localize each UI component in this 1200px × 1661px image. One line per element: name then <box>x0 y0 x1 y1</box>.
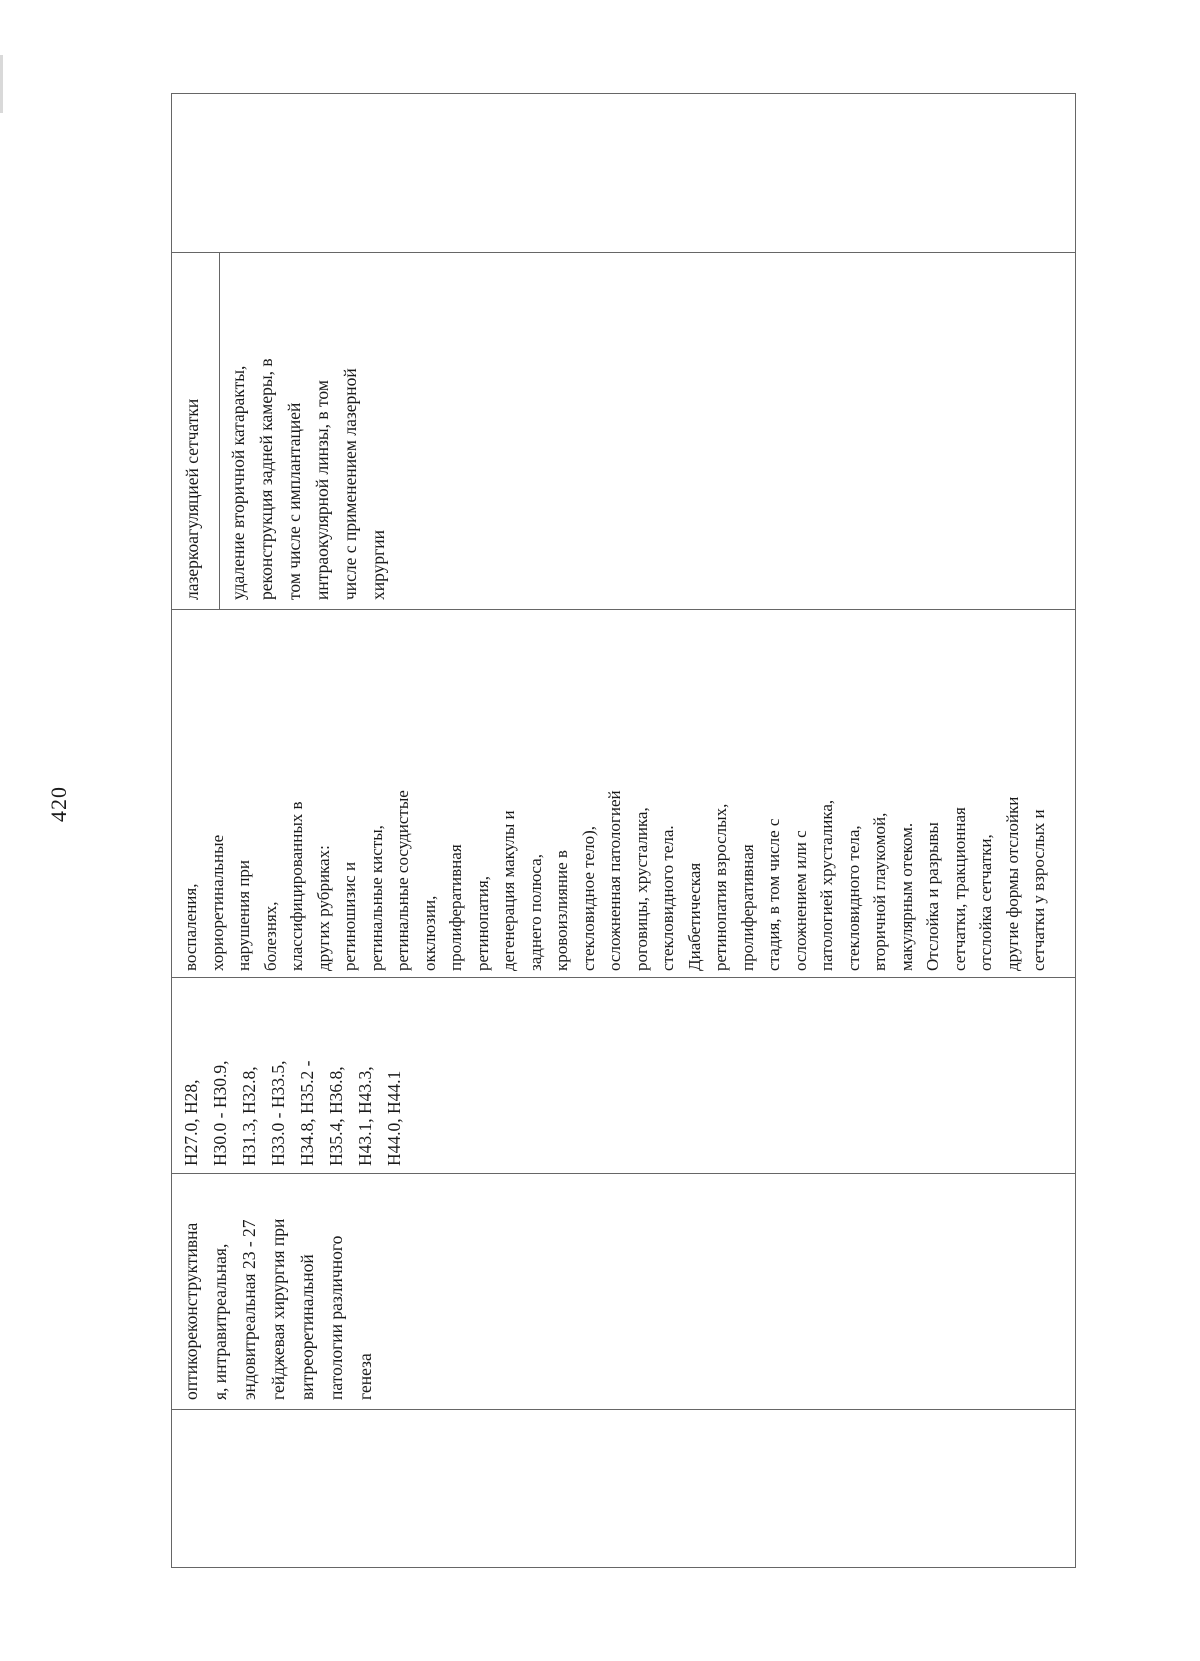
text-line: заднего полюса, <box>525 854 545 971</box>
text-line: осложненная патологией <box>605 790 624 971</box>
cell-icd-codes <box>177 1061 409 1166</box>
text-line: стекловидное тело), <box>578 825 598 971</box>
text-line: пролиферативная <box>446 844 465 971</box>
text-line: ретинальные кисты, <box>366 825 386 971</box>
text-line: окклюзии, <box>419 895 439 971</box>
text-line: H34.8, H35.2 - <box>297 1060 317 1166</box>
text-line: стадия, в том числе с <box>764 818 783 971</box>
scan-edge-mark <box>0 55 3 113</box>
text-line: гейджевая хирургия при <box>268 1218 288 1400</box>
text-line: болезнях, <box>260 901 280 971</box>
text-line: воспаления, <box>181 883 200 971</box>
text-line: генеза <box>355 1353 375 1400</box>
text-line: витреоретинальной <box>297 1254 317 1400</box>
text-line: оптикореконструктивна <box>181 1222 201 1400</box>
text-line: других рубриках: <box>313 845 333 971</box>
text-line: Диабетическая <box>684 862 704 971</box>
cell-method-cataract <box>224 358 392 600</box>
text-line: патологии различного <box>326 1235 346 1400</box>
page-number: 420 <box>46 786 71 822</box>
text-line: сетчатки, тракционная <box>949 807 969 971</box>
cell-treatment-name <box>177 1219 380 1400</box>
text-line: лазеркоагуляцией сетчатки <box>182 398 202 600</box>
text-line: сетчатки у взрослых и <box>1029 809 1048 971</box>
text-line: эндовитреальная 23 - 27 <box>239 1219 259 1400</box>
text-line: реконструкция задней камеры, в <box>256 358 276 600</box>
text-line: стекловидного тела, <box>843 825 863 971</box>
text-line: H43.1, H43.3, <box>355 1066 375 1166</box>
text-line: пролиферативная <box>737 844 757 971</box>
column-divider-1 <box>171 1409 1076 1410</box>
text-line: H27.0, H28, <box>181 1079 201 1166</box>
text-line: я, интравитреальная, <box>210 1243 230 1400</box>
cell-diagnosis <box>178 790 1053 971</box>
text-line: осложнением или с <box>790 830 810 971</box>
text-line: интраокулярной линзы, в том <box>312 380 332 600</box>
column-divider-2 <box>171 1173 1076 1174</box>
text-line: удаление вторичной катаракты, <box>228 365 248 600</box>
column-divider-5 <box>171 252 1076 253</box>
text-line: вторичной глаукомой, <box>870 812 889 971</box>
text-line: макулярным отеком. <box>896 822 916 971</box>
method-cell-divider <box>219 252 220 609</box>
text-line: ретиношизис и <box>340 861 359 971</box>
text-line: хирургии <box>368 529 388 600</box>
text-line: дегенерация макулы и <box>499 810 518 971</box>
text-line: том числе с имплантацией <box>284 402 304 600</box>
text-line: числе с применением лазерной <box>340 368 360 600</box>
text-line: ретинопатия, <box>472 876 492 971</box>
text-line: H30.0 - H30.9, <box>210 1060 230 1166</box>
text-line: ретинопатия взрослых, <box>711 803 730 971</box>
text-line: патологией хрусталика, <box>817 799 836 971</box>
text-line: ретинальные сосудистые <box>393 790 412 971</box>
text-line: отслойка сетчатки, <box>976 834 995 971</box>
text-line: хориоретинальные <box>207 834 227 971</box>
column-divider-4 <box>171 609 1076 610</box>
text-line: H44.0, H44.1 <box>384 1070 404 1166</box>
cell-method-laser <box>178 399 207 600</box>
text-line: H35.4, H36.8, <box>326 1066 346 1166</box>
text-line: другие формы отслойки <box>1002 796 1022 971</box>
text-line: Отслойка и разрывы <box>923 822 942 971</box>
text-line: роговицы, хрусталика, <box>631 807 651 971</box>
text-line: кровоизлияние в <box>552 850 571 971</box>
text-line: H33.0 - H33.5, <box>268 1060 288 1166</box>
text-line: классифицированных в <box>287 801 306 971</box>
column-divider-3 <box>171 977 1076 978</box>
text-line: H31.3, H32.8, <box>239 1066 259 1166</box>
text-line: стекловидного тела. <box>658 825 677 971</box>
text-line: нарушения при <box>234 859 253 971</box>
